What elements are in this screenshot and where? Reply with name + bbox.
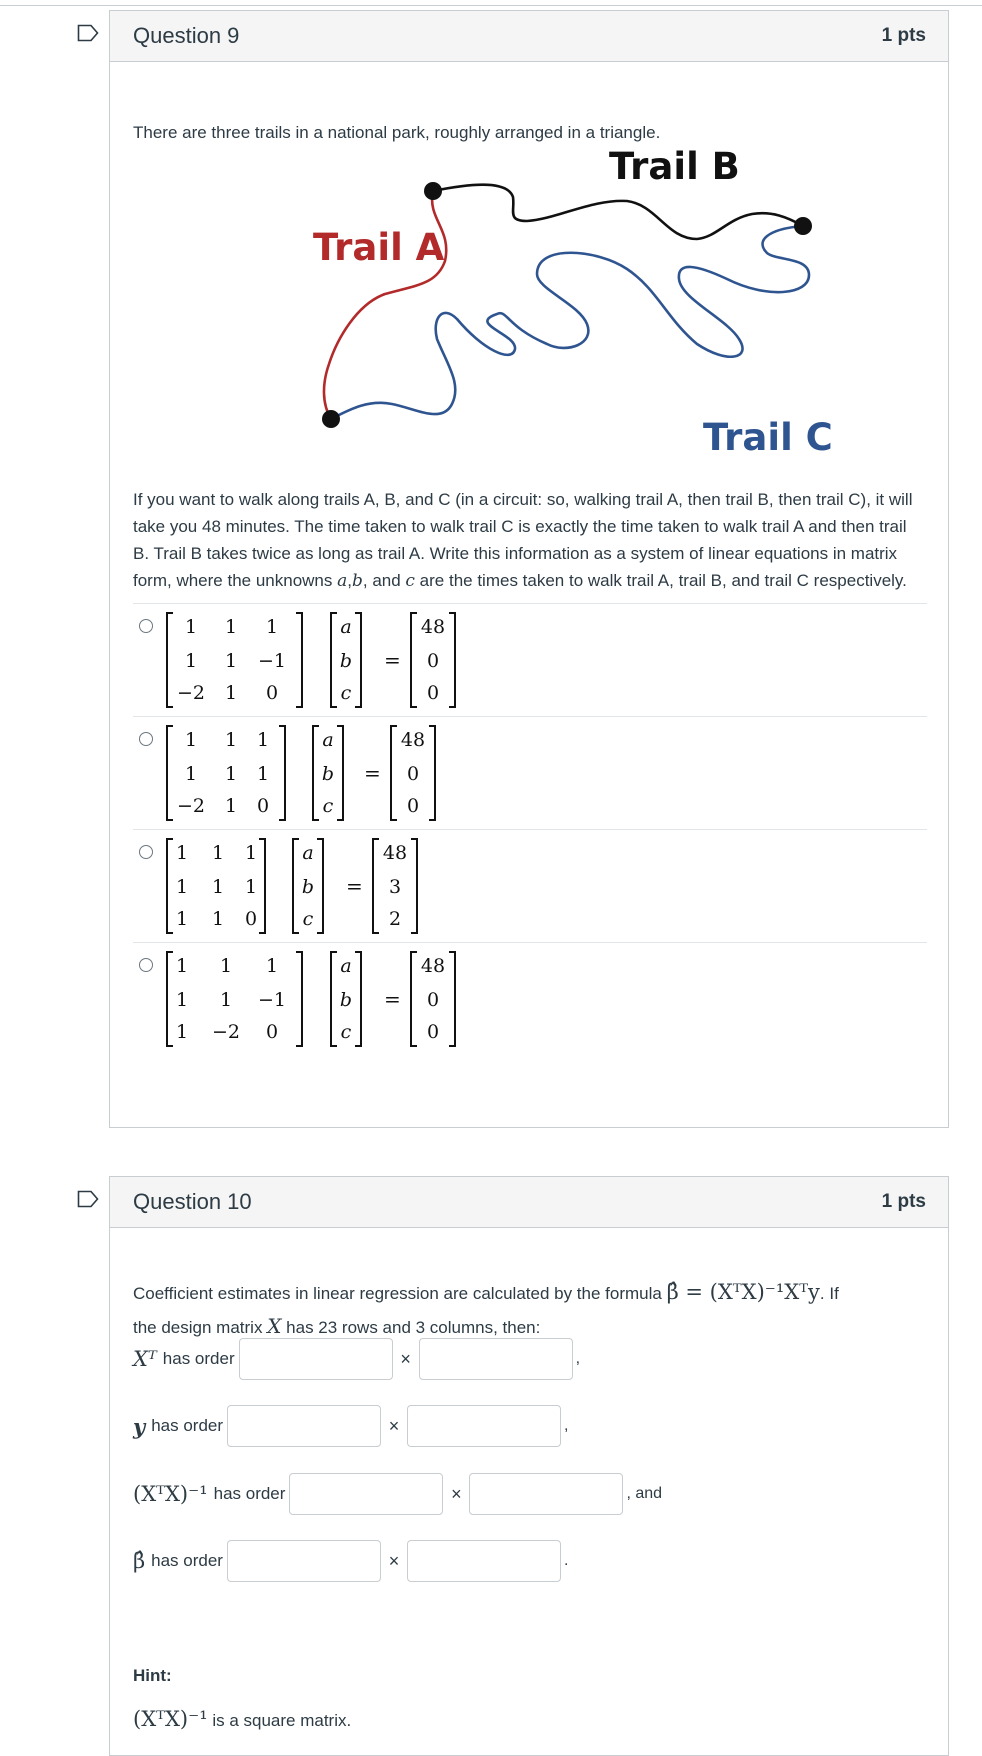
matrix-cell: −2	[176, 682, 205, 704]
coefficient-matrix	[166, 610, 303, 710]
answer-radio[interactable]	[139, 845, 153, 859]
matrix-cell: 1	[224, 616, 238, 638]
design-matrix-var: X	[267, 1314, 282, 1338]
trail-junction-ab	[424, 182, 442, 200]
order-label: has order	[151, 1416, 224, 1435]
hint-title: Hint:	[133, 1666, 172, 1685]
order-row-1	[133, 1337, 580, 1381]
coefficient-matrix	[166, 836, 266, 936]
matrix-cell: 0	[265, 682, 279, 704]
trailing-punctuation: ,	[575, 1350, 581, 1367]
and-sep: , and	[362, 571, 406, 590]
constants-vector	[410, 949, 456, 1049]
matrix-cell: 1	[175, 989, 189, 1011]
equals-sign: =	[384, 987, 401, 1011]
matrix-cell: 0	[426, 989, 440, 1011]
columns-input[interactable]	[407, 1405, 561, 1447]
equals-sign: =	[384, 648, 401, 672]
matrix-cell: 0	[244, 908, 258, 930]
matrix-cell: 1	[224, 795, 238, 817]
rows-input[interactable]	[227, 1540, 381, 1582]
var-b: b	[351, 571, 363, 591]
matrix-cell: 1	[184, 763, 198, 785]
prompt-text-1: If you want to walk along trails A, B, and C (in a circuit: so, walking trail A, then trail B, then trail C), it will take you 48 minutes. The time taken to walk trail C is exactly the time taken to walk trail A and then trail B. Trail B takes twice as long as trail A. Write this information as a system of linear equations in matrix form, where the unknowns	[133, 490, 913, 590]
matrix-cell: 0	[426, 650, 440, 672]
matrix-cell: −1	[257, 650, 286, 672]
matrix-cell: 1	[256, 763, 270, 785]
beta-formula: β̂ = (XᵀX)⁻¹Xᵀy	[666, 1280, 820, 1304]
answer-option-1[interactable]	[133, 603, 927, 716]
bracket-right	[296, 612, 303, 708]
matrix-cell: 1	[224, 763, 238, 785]
answer-radio[interactable]	[139, 619, 153, 633]
trail-junction-ca	[322, 410, 340, 428]
matrix-cell: 3	[388, 876, 402, 898]
prompt-text-4: has 23 rows and 3 columns, then:	[281, 1318, 541, 1337]
order-row-4	[133, 1539, 568, 1583]
matrix-expression: (XᵀX)⁻¹	[133, 1482, 208, 1506]
matrix-cell: 1	[224, 729, 238, 751]
question-title: Question 10	[133, 1189, 252, 1214]
rows-input[interactable]	[239, 1338, 393, 1380]
matrix-cell: 1	[224, 650, 238, 672]
trail-c-label: Trail C	[703, 416, 833, 454]
constants-vector	[410, 610, 456, 710]
question-10	[109, 1176, 949, 1756]
trailing-punctuation: .	[563, 1552, 569, 1569]
order-row-3	[133, 1472, 662, 1516]
matrix-cell: 1	[211, 842, 225, 864]
matrix-cell: a	[340, 955, 352, 977]
matrix-cell: 1	[265, 955, 279, 977]
matrix-cell: 0	[256, 795, 270, 817]
matrix-cell: 48	[382, 842, 408, 864]
coefficient-matrix	[166, 723, 286, 823]
hint-text	[133, 1706, 351, 1734]
var-a: a	[337, 571, 348, 591]
matrix-cell: 1	[244, 876, 258, 898]
matrix-cell: 0	[265, 1021, 279, 1043]
matrix-cell: 0	[426, 1021, 440, 1043]
question-title: Question 9	[133, 23, 240, 48]
prompt-text-2: are the times taken to walk trail A, trail B, and trail C respectively.	[414, 571, 907, 590]
answer-radio[interactable]	[139, 732, 153, 746]
matrix-cell: 1	[175, 842, 189, 864]
matrix-cell: 1	[219, 989, 233, 1011]
matrix-cell: 1	[219, 955, 233, 977]
trail-map-figure	[207, 149, 847, 454]
matrix-cell: 1	[175, 955, 189, 977]
matrix-expression: y	[133, 1413, 146, 1439]
matrix-cell: b	[339, 989, 353, 1011]
matrix-expression: Xᵀ	[133, 1347, 157, 1371]
answer-option-2[interactable]	[133, 716, 927, 829]
answer-option-3[interactable]	[133, 829, 927, 942]
rows-input[interactable]	[289, 1473, 443, 1515]
bracket-right	[296, 951, 303, 1047]
matrix-cell: 1	[175, 908, 189, 930]
matrix-cell: 48	[400, 729, 426, 751]
times-sign: ×	[388, 1415, 400, 1436]
question-prompt	[133, 1276, 933, 1344]
matrix-cell: b	[301, 876, 315, 898]
matrix-cell: −2	[211, 1021, 240, 1043]
matrix-cell: 1	[184, 650, 198, 672]
matrix-cell: b	[339, 650, 353, 672]
matrix-cell: 1	[244, 842, 258, 864]
var-c: c	[405, 571, 415, 591]
unknowns-vector	[330, 949, 362, 1049]
matrix-cell: c	[340, 1021, 352, 1043]
prompt-text-3: the design matrix	[133, 1318, 268, 1337]
coefficient-matrix	[166, 949, 303, 1049]
matrix-cell: a	[340, 616, 352, 638]
matrix-cell: 2	[388, 908, 402, 930]
constants-vector	[372, 836, 418, 936]
times-sign: ×	[451, 1483, 462, 1504]
matrix-cell: c	[340, 682, 352, 704]
matrix-cell: 1	[184, 729, 198, 751]
constants-vector	[390, 723, 436, 823]
question-intro: There are three trails in a national park, roughly arranged in a triangle.	[133, 123, 661, 142]
rows-input[interactable]	[227, 1405, 381, 1447]
question-header	[110, 11, 948, 62]
question-header	[110, 1177, 948, 1228]
trailing-punctuation: ,	[564, 1417, 569, 1434]
trailing-punctuation: , and	[626, 1485, 663, 1502]
question-9	[109, 10, 949, 1128]
trail-junction-bc	[794, 217, 812, 235]
matrix-cell: 1	[211, 876, 225, 898]
matrix-expression: β̂	[133, 1549, 146, 1573]
prompt-text-2: . If	[819, 1284, 839, 1303]
trail-b-path	[433, 185, 803, 239]
question-points: 1 pts	[881, 25, 926, 46]
matrix-cell: b	[321, 763, 335, 785]
matrix-cell: a	[322, 729, 334, 751]
trail-b-label: Trail B	[609, 149, 740, 188]
matrix-cell: −1	[257, 989, 286, 1011]
matrix-cell: 1	[175, 876, 189, 898]
equals-sign: =	[364, 761, 381, 785]
columns-input[interactable]	[469, 1473, 623, 1515]
matrix-cell: c	[302, 908, 314, 930]
unknowns-vector	[292, 836, 324, 936]
answer-radio[interactable]	[139, 958, 153, 972]
question-points: 1 pts	[881, 1191, 926, 1212]
matrix-cell: 1	[224, 682, 238, 704]
matrix-cell: 0	[426, 682, 440, 704]
matrix-cell: 48	[420, 616, 446, 638]
matrix-cell: 1	[184, 616, 198, 638]
comma-sep: ,	[347, 571, 352, 590]
equals-sign: =	[346, 874, 363, 898]
columns-input[interactable]	[407, 1540, 561, 1582]
columns-input[interactable]	[419, 1338, 573, 1380]
matrix-cell: c	[322, 795, 334, 817]
flag-question-icon[interactable]	[77, 1190, 99, 1208]
matrix-cell: −2	[176, 795, 205, 817]
prompt-text-1: Coefficient estimates in linear regression are calculated by the formula	[133, 1284, 667, 1303]
matrix-cell: 1	[265, 616, 279, 638]
matrix-cell: 1	[175, 1021, 189, 1043]
unknowns-vector	[330, 610, 362, 710]
matrix-cell: 1	[211, 908, 225, 930]
trail-a-label: Trail A	[313, 226, 445, 269]
order-label: has order	[162, 1349, 235, 1368]
order-label: has order	[213, 1484, 286, 1503]
times-sign: ×	[388, 1550, 400, 1571]
order-row-2	[133, 1404, 568, 1448]
top-divider	[0, 5, 982, 6]
flag-question-icon[interactable]	[77, 24, 99, 42]
matrix-cell: a	[302, 842, 314, 864]
hint-body: is a square matrix.	[207, 1711, 352, 1730]
matrix-cell: 48	[420, 955, 446, 977]
hint-matrix-expr: (XᵀX)⁻¹	[133, 1707, 208, 1731]
answer-option-4[interactable]	[133, 942, 927, 1055]
times-sign: ×	[400, 1348, 411, 1369]
unknowns-vector	[312, 723, 344, 823]
order-label: has order	[151, 1551, 223, 1570]
matrix-cell: 0	[406, 795, 420, 817]
question-prompt	[133, 486, 927, 595]
matrix-cell: 0	[406, 763, 420, 785]
matrix-cell: 1	[256, 729, 270, 751]
